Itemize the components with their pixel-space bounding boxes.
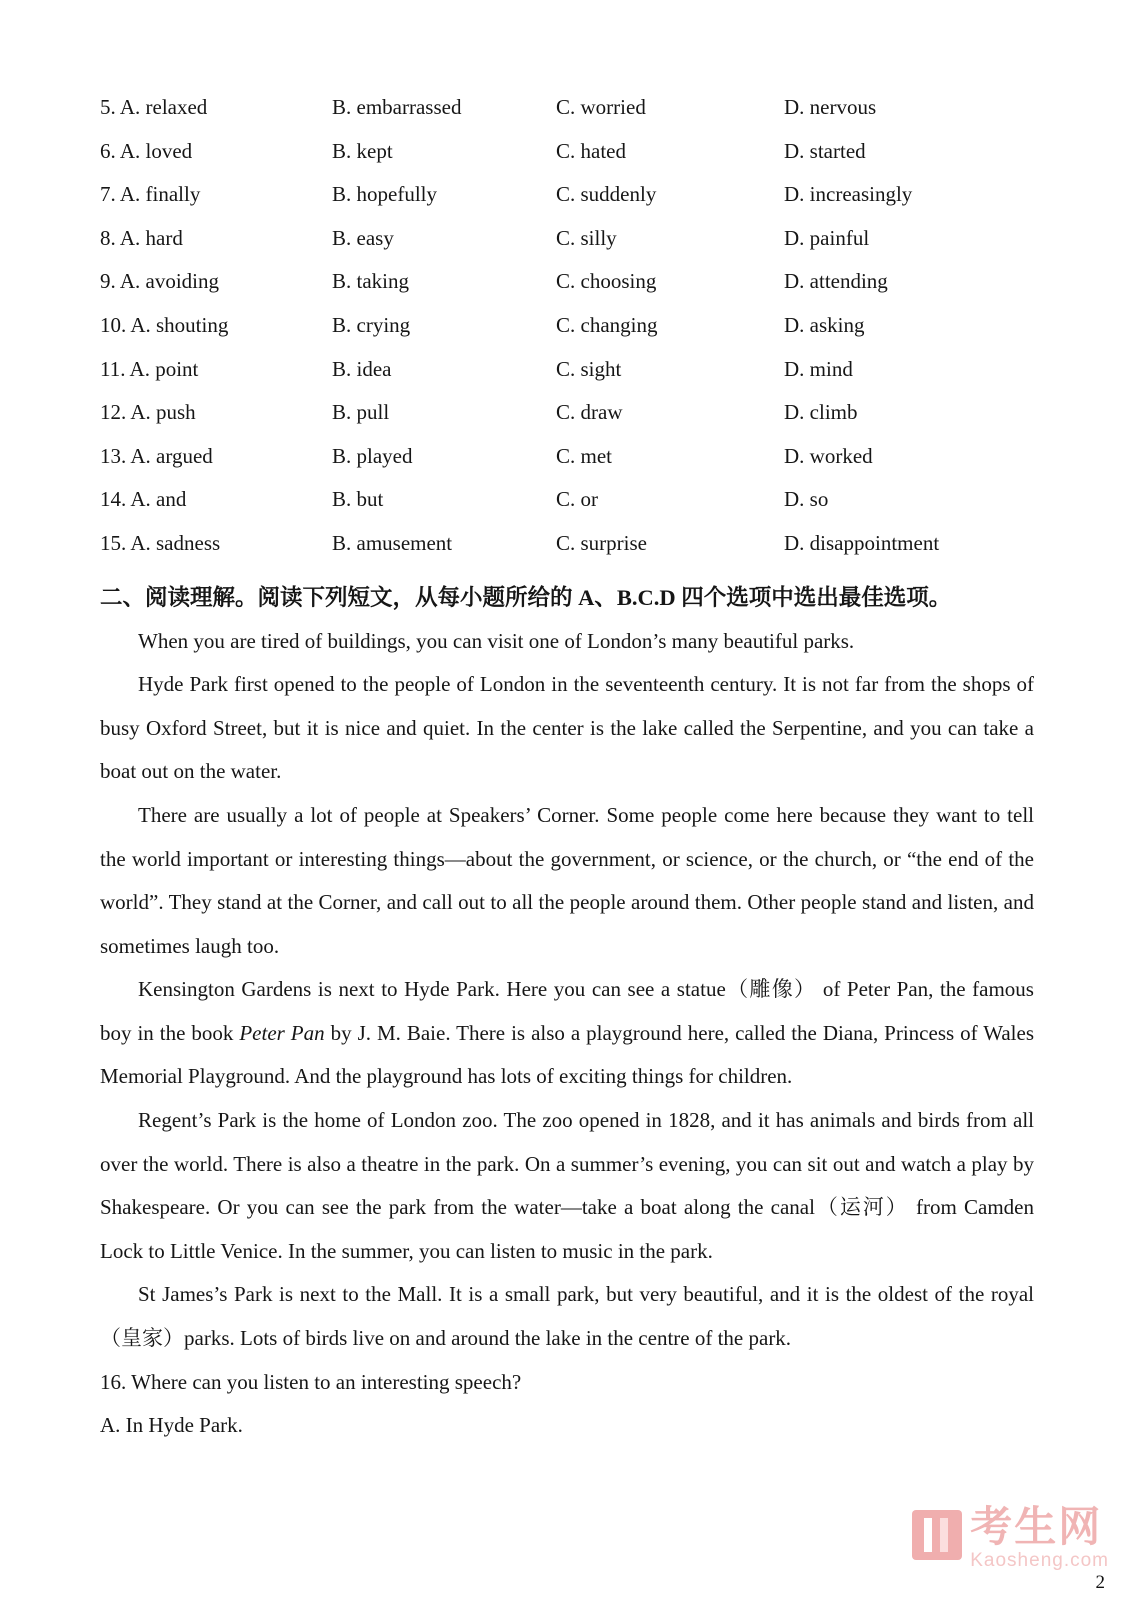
mc-row [100,130,1034,174]
passage-paragraph: St James’s Park is next to the Mall. It is a small park, but very beautiful, and it is the oldest of the royal（皇家）parks. Lots of birds live on and around the lake in the centre of the park. [100,1282,1034,1351]
page-content [100,86,1034,1448]
mc-option-c: C. hated [556,138,626,163]
watermark-en-text: Kaosheng.com [970,1550,1109,1571]
mc-option-a: 7. A. finally [100,182,201,207]
mc-option-d: D. climb [784,400,858,425]
mc-option-b: B. amusement [332,530,453,555]
reading-passage [100,620,1034,1361]
mc-row [100,260,1034,304]
mc-option-b: B. kept [332,138,393,163]
mc-option-d: D. mind [784,356,853,381]
mc-option-d: D. increasingly [784,182,913,207]
mc-option-b: B. but [332,487,384,512]
mc-option-d: D. nervous [784,95,877,119]
mc-option-a: 6. A. loved [100,138,193,163]
mc-option-d: D. asking [784,312,865,337]
mc-option-d: D. disappointment [784,530,940,555]
mc-option-a: 8. A. hard [100,225,183,250]
mc-option-a: 14. A. and [100,487,187,512]
section-header: 二、阅读理解。阅读下列短文，从每小题所给的 A、B.C.D 四个选项中选出最佳选项。 [100,584,952,610]
passage-paragraph: When you are tired of buildings, you can visit one of London’s many beautiful parks. [138,628,855,653]
passage-paragraph: Hyde Park first opened to the people of London in the seventeenth century. It is not far from the shops of busy Oxford Street, but it is nice and quiet. In the center is the lake called the Serpentine, and you can take a boat out on the water. [100,672,1034,784]
mc-option-d: D. attending [784,269,888,294]
mc-option-b: B. easy [332,225,394,250]
question-16: 16. Where can you listen to an interesting speech? [100,1369,522,1394]
mc-option-b: B. hopefully [332,182,437,207]
multiple-choice-options [100,86,1034,566]
mc-row [100,435,1034,479]
watermark-cn-text: 考生网 [970,1503,1103,1550]
mc-option-a: 13. A. argued [100,443,213,468]
mc-option-c: C. silly [556,225,617,250]
mc-option-c: C. draw [556,400,623,425]
mc-option-b: B. idea [332,356,392,381]
mc-row [100,86,1034,130]
mc-option-a: 12. A. push [100,400,196,425]
mc-option-d: D. started [784,138,866,163]
mc-row [100,522,1034,566]
mc-option-a: 10. A. shouting [100,312,229,337]
mc-option-c: C. worried [556,95,646,119]
mc-row [100,391,1034,435]
mc-option-c: C. choosing [556,269,657,294]
mc-option-d: D. worked [784,443,873,468]
passage-text: Kensington Gardens is next to Hyde Park. Here you can see a statue（雕像） of Peter Pan, the famous boy in the book [100,977,1034,1045]
mc-option-d: D. painful [784,225,870,250]
passage-paragraph: There are usually a lot of people at Speakers’ Corner. Some people come here because they want to tell the world important or interesting things—about the government, or science, or the church, or “the end of the world”. They stand at the Corner, and call out to all the people around them. Other people stand and listen, and sometimes laugh too. [100,802,1034,958]
watermark-text [970,1504,1109,1572]
page-number: 2 [1095,1572,1105,1593]
mc-option-b: B. pull [332,400,390,425]
mc-option-a: 15. A. sadness [100,530,221,555]
mc-row [100,173,1034,217]
mc-option-a: 5. A. relaxed [100,95,208,119]
passage-paragraph [100,968,1034,1099]
mc-option-c: C. surprise [556,530,647,555]
mc-option-b: B. played [332,443,413,468]
mc-row [100,217,1034,261]
mc-option-c: C. changing [556,312,658,337]
mc-option-a: 11. A. point [100,356,199,381]
passage-text: by J. M. Baie. There is also a playground here, called the Diana, Princess of Wales Memorial Playground. And the playground has lots of exciting things for children. [100,1020,1035,1089]
mc-option-b: B. crying [332,312,411,337]
book-title-italic: Peter Pan [239,1020,325,1045]
mc-option-b: B. taking [332,269,409,294]
kaosheng-logo-icon [912,1510,962,1560]
mc-option-c: C. suddenly [556,182,657,207]
mc-option-a: 9. A. avoiding [100,269,219,294]
mc-option-c: C. sight [556,356,622,381]
passage-paragraph: Regent’s Park is the home of London zoo. The zoo opened in 1828, and it has animals and birds from all over the world. There is also a theatre in the park. On a summer’s evening, you can sit out and watch a play by Shakespeare. Or you can see the park from the water—take a boat along the canal（运河） from Camden Lock to Little Venice. In the summer, you can listen to music in the park. [100,1108,1034,1263]
kaosheng-watermark [912,1504,1109,1572]
question-16-option-a: A. In Hyde Park. [100,1413,243,1438]
mc-option-b: B. embarrassed [332,95,462,119]
mc-row [100,478,1034,522]
mc-option-d: D. so [784,487,829,512]
mc-row [100,304,1034,348]
mc-row [100,348,1034,392]
mc-option-c: C. met [556,443,612,468]
mc-option-c: C. or [556,487,598,512]
